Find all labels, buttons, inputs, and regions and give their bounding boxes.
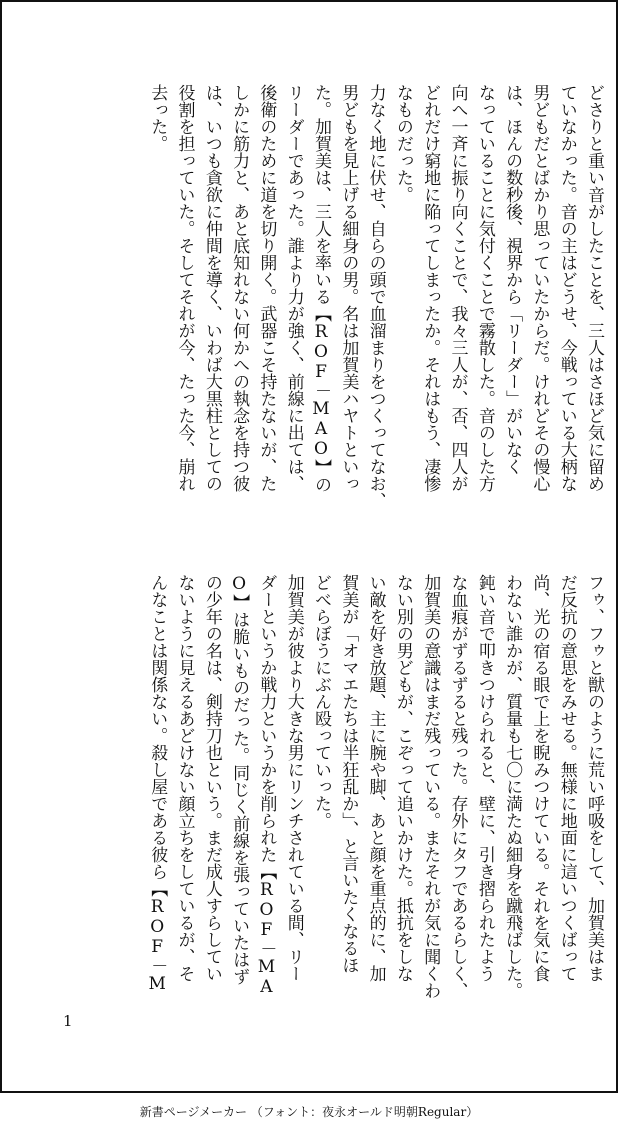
text-line: は、ほんの数秒後、視界から「リーダー」がいなく [502,84,523,475]
footer-caption: 新書ページメーカー （フォント：夜永オールド明朝Regular） [139,1105,479,1119]
text-line: だ反抗の意思をみせる。無様に地面に這いつくばって [556,574,577,982]
text-line: た。加賀美は、三人を率いる【ROF－MAO】の [311,84,331,493]
text-line: 賀美が「オマエたちは半狂乱か」、と言いたくなるほ [338,574,359,974]
text-line: なものだった。 [392,84,413,203]
text-line: んなことは関係ない。殺し屋である彼ら【ROF－M [147,574,168,994]
text-line: 後衛のために道を切り開く。武器こそ持たないが、た [256,84,277,492]
text-line: なっていることに気付くことで霧散した。音のした方 [474,84,495,492]
text-line: どれだけ窮地に陥ってしまったか。それはもう、凄惨 [420,84,441,492]
text-line: い敵を好き放題、主に腕や脚、あと顔を重点的に、加 [365,574,386,982]
text-line: 加賀美が彼より大きな男にリンチされている間、リー [283,574,304,982]
text-line: な血痕がずるずると残った。存外にタフであるらしく、 [447,574,468,999]
text-line: は、いつも貪欲に仲間を導く、いわば大黒柱としての [201,84,222,492]
text-line: リーダーであった。誰より力が強く、前線に出ては、 [283,84,304,492]
text-line: どさりと重い音がしたことを、三人はさほど気に留め [584,84,604,492]
text-line: しかに筋力と、あと底知れない何かへの執念を持つ彼 [229,84,250,492]
text-line: 鈍い音で叩きつけられると、壁に、引き摺られたよう [474,574,495,982]
text-line: 男どもだとばかり思っていたからだ。けれどその慢心 [529,84,550,492]
text-line: 力なく地に伏せ、自らの頭で血溜まりをつくってなお、 [365,84,386,509]
text-line: O】は脆いものだった。同じく前線を張っていたはず [229,574,250,985]
page-number: 1 [63,1012,73,1030]
text-line: の少年の名は、剣持刀也という。まだ成人すらしてい [201,574,222,982]
text-line: わない誰かが、質量も七〇に満たぬ細身を蹴飛ばした。 [502,574,523,999]
text-line: ダーというか戦力というかを削られた【ROF－MA [256,574,277,997]
text-line: 加賀美の意識はまだ残っている。またそれが気に聞くわ [420,574,441,999]
text-line: 向へ一斉に振り向くことで、我々三人が、否、四人が [447,84,468,492]
text-line: ない別の男どもが、こぞって追いかけた。抵抗をしな [392,574,413,982]
text-line: どべらぼうにぶん殴っていった。 [311,574,331,829]
text-line: 尚、光の宿る眼で上を睨みつけている。それを気に食 [529,574,550,982]
text-line: ないように見えるあどけない顔立ちをしているが、そ [174,574,195,982]
text-line: 役割を担っていた。そしてそれが今、たった今、崩れ [174,84,195,492]
text-line: ていなかった。音の主はどうせ、今戦っている大柄な [556,84,577,492]
text-line: 去った。 [147,84,168,152]
text-line: 男どもを見上げる細身の男。名は加賀美ハヤトといっ [338,84,359,492]
text-line: フゥ、フゥと獣のように荒い呼吸をして、加賀美はま [584,574,604,982]
